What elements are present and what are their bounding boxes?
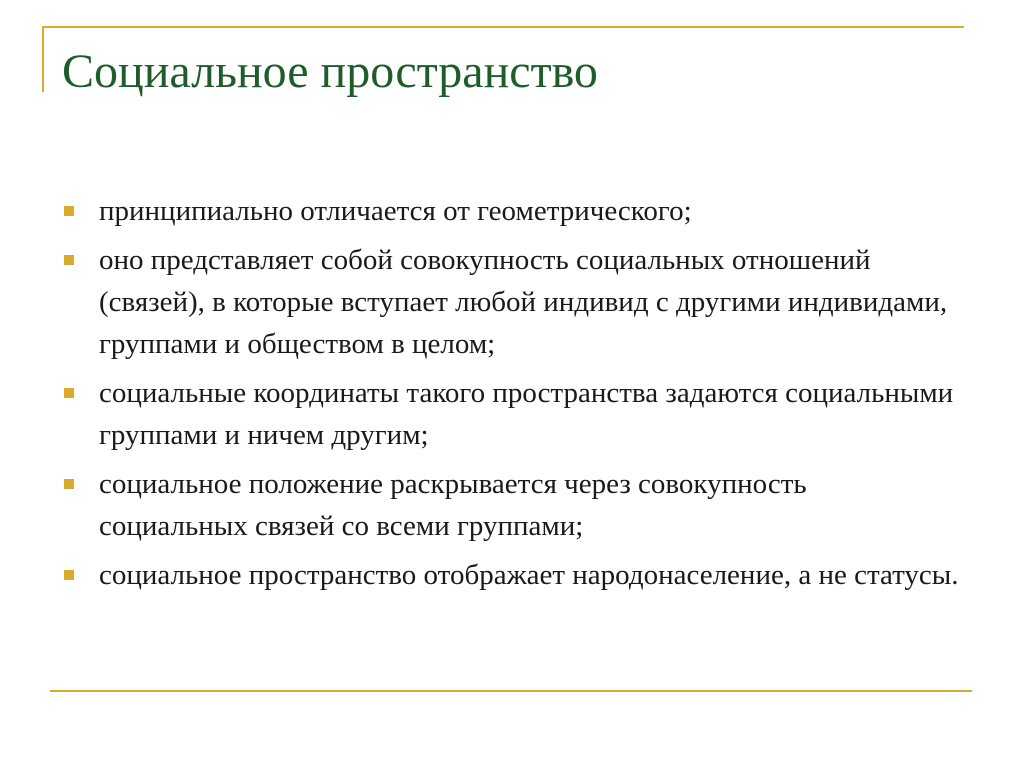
bottom-divider — [50, 690, 972, 692]
bullet-text: принципиально отличается от геометрического; — [99, 195, 692, 227]
bullet-item — [60, 554, 960, 596]
square-bullet-icon — [64, 255, 74, 265]
square-bullet-icon — [64, 570, 74, 580]
square-bullet-icon — [64, 388, 74, 398]
bullet-list — [60, 190, 960, 603]
bullet-text: социальные координаты такого пространства задаются социальными группами и ничем другим; — [99, 377, 954, 451]
bullet-item — [60, 239, 960, 365]
bullet-item — [60, 463, 960, 547]
bullet-text: социальное положение раскрывается через совокупность социальных связей со всеми группами; — [99, 468, 807, 542]
bullet-item — [60, 372, 960, 456]
square-bullet-icon — [64, 479, 74, 489]
square-bullet-icon — [64, 206, 74, 216]
top-divider — [42, 26, 964, 28]
left-divider — [42, 26, 44, 92]
bullet-text: оно представляет собой совокупность социальных отношений (связей), в которые вступает любой индивид с другими индивидами, группами и обществом в целом; — [99, 244, 948, 360]
bullet-text: социальное пространство отображает народонаселение, а не статусы. — [99, 559, 959, 591]
bullet-item — [60, 190, 960, 232]
slide-title: Социальное пространство — [62, 45, 598, 98]
